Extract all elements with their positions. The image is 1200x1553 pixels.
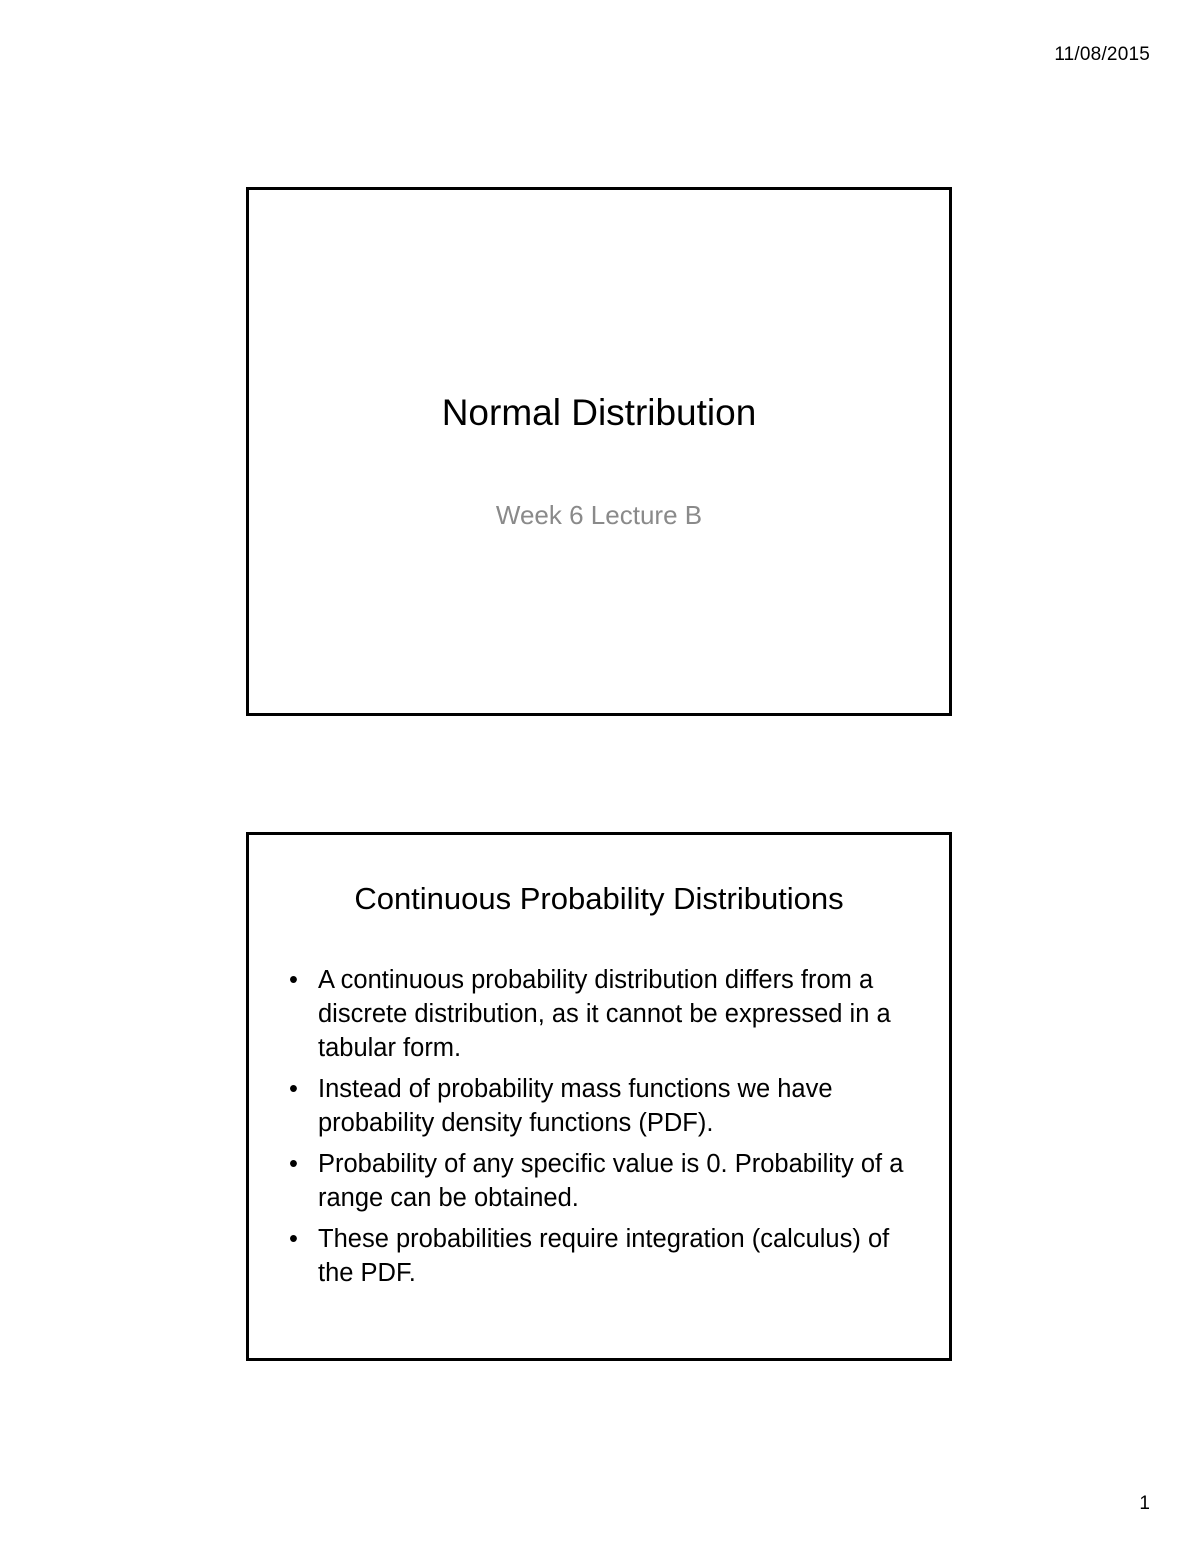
- slide-title: Normal Distribution: [441, 392, 757, 433]
- bullet-text: A continuous probability distribution differs from a discrete distribution, as it cannot be expressed in a tabular form.: [318, 966, 891, 1062]
- bullet-item: [287, 1222, 927, 1290]
- bullet-text: These probabilities require integration (calculus) of the PDF.: [318, 1225, 890, 1287]
- bullet-item: [287, 1072, 927, 1140]
- bullet-point-icon: •: [289, 966, 298, 994]
- bullet-list: [287, 963, 927, 1297]
- bullet-point-icon: •: [289, 1225, 298, 1253]
- bullet-item: [287, 1147, 927, 1215]
- bullet-text: Instead of probability mass functions we have probability density functions (PDF).: [318, 1075, 833, 1137]
- bullet-item: [287, 963, 927, 1065]
- bullet-point-icon: •: [289, 1150, 298, 1178]
- page-date: 11/08/2015: [1054, 44, 1150, 65]
- page-number: 1: [1139, 1493, 1150, 1514]
- slide-continuous-probability-distributions: [246, 832, 952, 1361]
- slide-subtitle: Week 6 Lecture B: [495, 500, 703, 530]
- bullet-text: Probability of any specific value is 0. Probability of a range can be obtained.: [318, 1150, 904, 1212]
- slide-title-normal-distribution: [246, 187, 952, 716]
- bullet-point-icon: •: [289, 1075, 298, 1103]
- slide-title: Continuous Probability Distributions: [354, 881, 844, 916]
